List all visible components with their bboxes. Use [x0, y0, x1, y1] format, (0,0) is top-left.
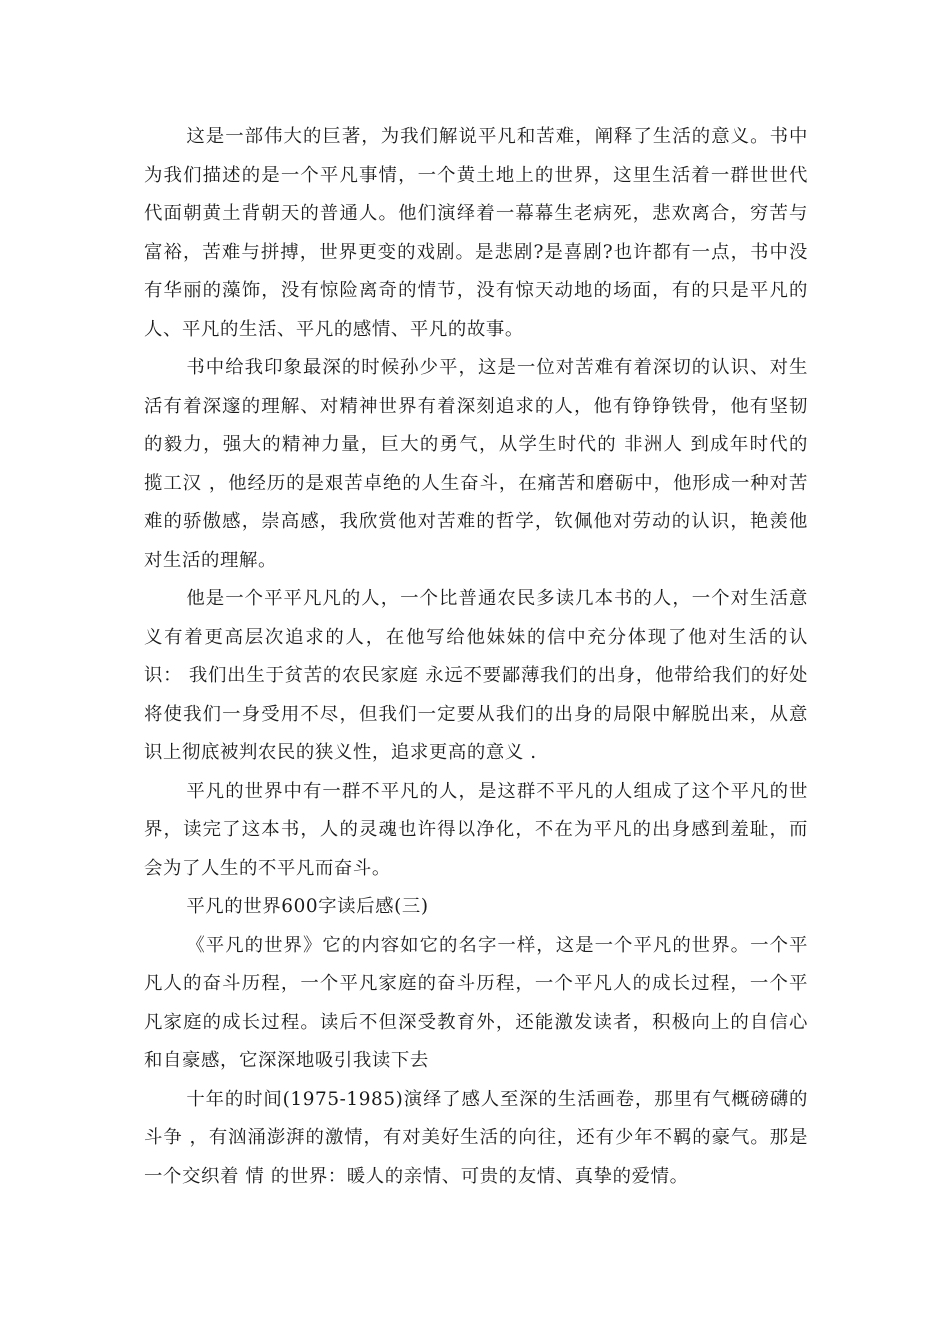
paragraph-ten-years: 十年的时间(1975-1985)演绎了感人至深的生活画卷，那里有气概磅礴的斗争 ，有汹涌澎湃的激情，有对美好生活的向往，还有少年不羁的豪气。那是一个交织着 情 的世界：暖人的亲情、可贵的友情、真挚的爱情。	[144, 1088, 808, 1187]
paragraph-letter: 他是一个平平凡凡的人，一个比普通农民多读几本书的人，一个对生活意义有着更高层次追求的人，在他写给他妹妹的信中充分体现了他对生活的认识： 我们出生于贫苦的农民家庭 永远不要鄙薄我们的出身，他带给我们的好处将使我们一身受用不尽，但我们一定要从我们的出身的局限中解脱出来，从意识上彻底被判农民的狭义性，追求更高的意义 .	[144, 588, 808, 763]
paragraph-sun-shaoping: 书中给我印象最深的时候孙少平，这是一位对苦难有着深切的认识、对生活有着深邃的理解、对精神世界有着深刻追求的人，他有铮铮铁骨，他有坚韧的毅力，强大的精神力量，巨大的勇气，从学生时代的 非洲人 到成年时代的 揽工汉 ，他经历的是艰苦卓绝的人生奋斗，在痛苦和磨砺中，他形成一种对苦难的骄傲感，崇高感，我欣赏他对苦难的哲学，钦佩他对劳动的认识，艳羡他对生活的理解。	[144, 357, 808, 571]
paragraph-intro: 这是一部伟大的巨著，为我们解说平凡和苦难，阐释了生活的意义。书中为我们描述的是一个平凡事情，一个黄土地上的世界，这里生活着一群世世代代面朝黄土背朝天的普通人。他们演绎着一幕幕生老病死，悲欢离合，穷苦与富裕，苦难与拼搏，世界更变的戏剧。是悲剧?是喜剧?也许都有一点，书中没有华丽的藻饰，没有惊险离奇的情节，没有惊天动地的场面，有的只是平凡的人、平凡的生活、平凡的感情、平凡的故事。	[144, 126, 808, 340]
paragraph-book-intro: 《平凡的世界》它的内容如它的名字一样，这是一个平凡的世界。一个平凡人的奋斗历程，一个平凡家庭的奋斗历程，一个平凡人的成长过程，一个平凡家庭的成长过程。读后不但深受教育外，还能激发读者，积极向上的自信心和自豪感，它深深地吸引我读下去	[144, 934, 808, 1071]
paragraph-conclusion: 平凡的世界中有一群不平凡的人，是这群不平凡的人组成了这个平凡的世界，读完了这本书，人的灵魂也许得以净化，不在为平凡的出身感到羞耻，而会为了人生的不平凡而奋斗。	[144, 780, 808, 879]
document-body	[144, 118, 808, 1196]
section-heading: 平凡的世界600字读后感(三)	[186, 896, 429, 917]
